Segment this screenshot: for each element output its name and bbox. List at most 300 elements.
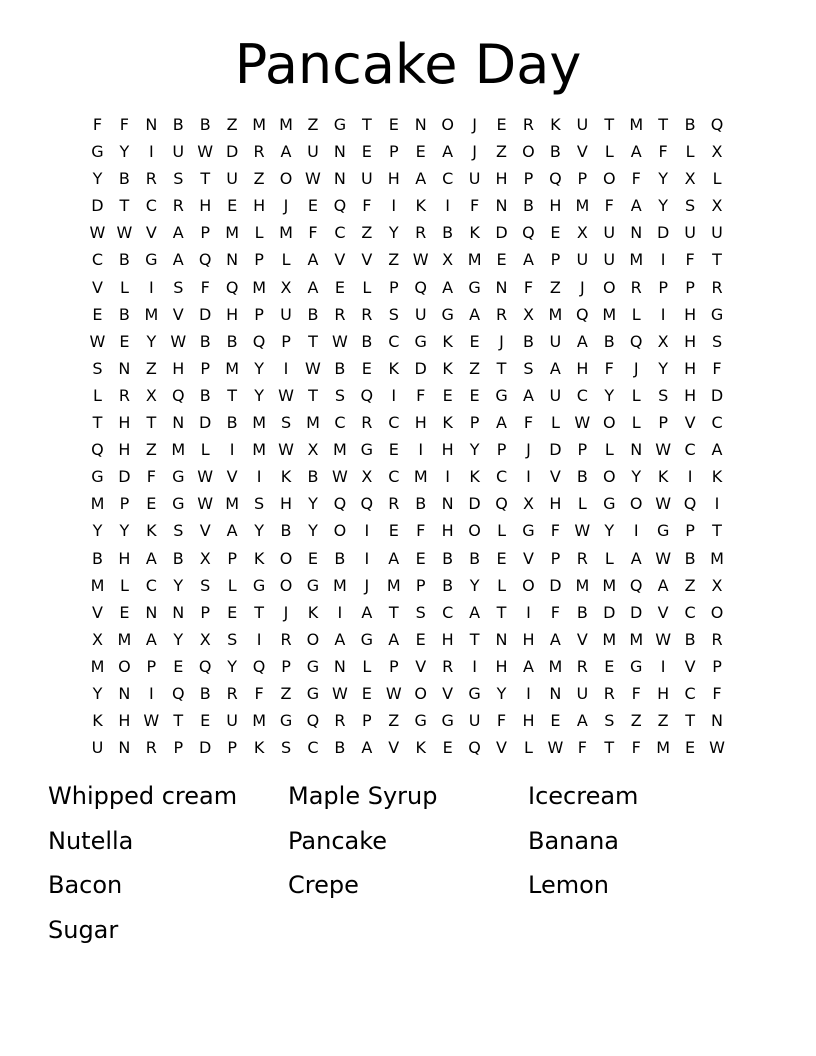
grid-letter: A [307,250,319,270]
grid-letter: G [252,575,266,595]
grid-row [84,680,731,707]
grid-letter: A [415,169,427,189]
grid-letter: W [709,738,725,758]
grid-letter: P [415,575,426,595]
grid-letter: M [279,223,293,243]
grid-letter: B [442,548,454,568]
grid-letter: I [714,494,720,514]
grid-letter: G [414,331,427,351]
grid-letter: U [576,250,589,270]
grid-letter: R [253,142,265,162]
grid-letter: M [602,304,617,324]
grid-row [84,545,731,572]
grid-letter: L [577,494,587,514]
grid-letter: W [331,467,348,487]
grid-letter: H [684,331,697,351]
grid-letter: E [550,223,561,243]
grid-letter: A [496,413,507,433]
grid-letter: H [549,494,562,514]
grid-letter: M [413,467,428,487]
grid-letter: U [549,331,562,351]
grid-letter: K [442,358,453,378]
grid-letter: F [604,196,614,216]
grid-letter: A [172,223,184,243]
grid-letter: U [414,304,427,324]
grid-row [84,409,731,436]
grid-letter: K [657,467,669,487]
grid-letter: Y [173,629,184,649]
grid-letter: O [522,575,535,595]
grid-letter: S [280,738,292,758]
grid-letter: X [145,385,157,405]
grid-letter: H [495,656,508,676]
word-list-item: Maple Syrup [288,782,438,810]
grid-letter: Q [710,115,724,134]
grid-letter: R [630,277,642,297]
grid-letter: E [442,738,453,758]
grid-letter: E [92,304,103,324]
grid-letter: H [414,413,427,433]
grid-letter: O [522,142,535,162]
grid-letter: R [334,711,346,731]
grid-letter: B [172,548,184,568]
grid-letter: F [523,277,534,297]
grid-letter: J [472,142,477,162]
grid-letter: V [576,142,588,162]
grid-letter: V [199,521,211,541]
grid-letter: V [549,467,561,487]
grid-letter: I [526,602,531,622]
grid-letter: V [361,250,373,270]
grid-letter: R [711,629,723,649]
grid-letter: X [307,440,319,460]
grid-letter: K [388,358,400,378]
grid-letter: H [441,521,454,541]
grid-letter: X [711,142,723,162]
grid-letter: W [385,683,402,703]
grid-letter: O [602,413,616,433]
grid-letter: G [710,304,724,324]
grid-letter: O [441,115,454,134]
grid-letter: J [283,602,289,622]
grid-letter: L [631,413,641,433]
grid-letter: P [362,711,372,731]
grid-letter: P [469,413,480,433]
grid-row [84,301,731,328]
grid-letter: S [200,575,211,595]
grid-letter: V [388,738,400,758]
grid-letter: P [388,656,399,676]
grid-letter: M [144,304,159,324]
grid-letter: W [305,358,321,378]
grid-letter: L [119,277,129,297]
grid-letter: K [469,223,480,243]
grid-letter: Z [280,683,292,703]
grid-letter: F [92,115,103,134]
grid-letter: R [522,115,535,134]
grid-letter: A [469,602,481,622]
grid-letter: W [655,440,672,460]
grid-letter: H [280,494,293,514]
grid-letter: P [146,656,157,676]
grid-letter: X [199,548,211,568]
grid-letter: V [684,413,696,433]
grid-letter: Y [604,521,615,541]
grid-letter: I [256,629,262,649]
grid-letter: G [306,683,320,703]
grid-letter: M [279,115,293,134]
grid-letter: D [199,738,212,758]
grid-letter: E [173,656,184,676]
grid-letter: P [200,223,211,243]
grid-letter: L [604,142,614,162]
grid-letter: L [200,440,210,460]
grid-letter: M [575,575,590,595]
grid-letter: R [388,494,400,514]
grid-letter: Q [171,385,185,405]
grid-letter: R [361,304,373,324]
grid-row [84,246,731,273]
grid-letter: Y [146,331,157,351]
grid-letter: U [360,169,373,189]
grid-letter: W [116,223,133,243]
grid-letter: E [469,385,480,405]
grid-letter: T [119,196,130,216]
grid-letter: V [522,548,534,568]
grid-letter: M [225,494,240,514]
grid-letter: J [499,331,504,351]
grid-letter: L [604,440,614,460]
grid-row [84,436,731,463]
grid-letter: E [496,250,507,270]
grid-row [84,192,731,219]
grid-letter: X [91,629,103,649]
grid-letter: D [603,602,616,622]
grid-letter: Z [684,575,696,595]
grid-letter: W [547,738,564,758]
grid-letter: D [414,358,427,378]
grid-letter: I [364,548,370,568]
grid-letter: G [522,521,535,541]
grid-letter: F [577,738,587,758]
grid-letter: Y [254,385,264,405]
grid-letter: J [472,115,477,134]
grid-letter: Y [254,358,264,378]
grid-row [84,382,731,409]
grid-letter: R [280,629,292,649]
grid-letter: G [145,250,158,270]
grid-letter: B [415,494,427,514]
word-list-item: Whipped cream [48,782,238,810]
grid-letter: M [629,250,644,270]
letter-grid [84,111,731,761]
grid-letter: G [630,656,643,676]
grid-letter: Y [604,385,615,405]
grid-letter: H [684,304,697,324]
grid-letter: Q [414,277,428,297]
grid-letter: H [387,169,400,189]
grid-letter: V [576,629,588,649]
grid-letter: D [656,223,670,243]
grid-letter: R [361,413,373,433]
grid-letter: N [495,277,508,297]
grid-letter: B [226,331,238,351]
grid-letter: D [91,196,104,216]
grid-letter: H [118,413,131,433]
grid-letter: Q [683,494,697,514]
grid-letter: F [119,115,129,134]
grid-letter: G [414,711,427,731]
grid-letter: P [200,358,211,378]
grid-letter: W [305,169,321,189]
grid-letter: M [602,629,617,649]
grid-letter: P [550,250,561,270]
grid-letter: C [388,331,400,351]
grid-letter: O [279,575,293,595]
grid-letter: Q [576,304,589,324]
word-list-item: Bacon [48,871,123,899]
grid-row [84,626,731,653]
grid-letter: M [90,575,105,595]
grid-letter: F [308,223,318,243]
grid-letter: G [279,711,293,731]
grid-letter: Y [227,656,238,676]
grid-letter: H [549,196,562,216]
grid-letter: M [467,250,482,270]
grid-letter: P [658,277,668,297]
grid-letter: M [90,494,105,514]
grid-letter: R [576,548,588,568]
grid-letter: N [172,602,185,622]
grid-letter: B [172,115,184,134]
word-list-item: Sugar [48,915,119,944]
grid-letter: W [331,331,348,351]
grid-letter: Q [360,385,374,405]
grid-letter: Z [388,250,400,270]
grid-letter: V [684,656,696,676]
grid-letter: C [576,385,588,405]
grid-letter: Q [549,169,562,189]
grid-letter: H [657,683,670,703]
grid-letter: F [469,196,480,216]
grid-letter: B [199,331,211,351]
grid-letter: C [495,467,508,487]
grid-letter: M [252,277,266,297]
grid-letter: Y [469,575,480,595]
grid-letter: A [522,250,534,270]
grid-letter: P [173,738,184,758]
grid-letter: T [496,602,507,622]
grid-letter: K [280,467,292,487]
grid-letter: L [362,277,372,297]
grid-letter: Y [388,223,399,243]
grid-letter: E [119,602,130,622]
grid-letter: H [576,358,589,378]
grid-row [84,138,731,165]
grid-letter: F [362,196,372,216]
grid-letter: N [145,602,158,622]
grid-letter: B [118,250,130,270]
word-list-item: Icecream [528,782,639,810]
grid-letter: T [712,250,722,270]
grid-letter: P [200,602,211,622]
grid-letter: Z [145,440,157,460]
grid-row [84,490,731,517]
grid-letter: P [577,440,588,460]
grid-letter: A [657,575,669,595]
grid-letter: N [630,440,643,460]
grid-letter: O [279,548,293,568]
grid-letter: N [549,683,562,703]
grid-letter: O [306,629,320,649]
grid-letter: X [576,223,588,243]
grid-letter: T [227,385,238,405]
grid-letter: V [496,738,507,758]
grid-letter: U [307,142,319,162]
grid-letter: A [522,656,534,676]
grid-letter: W [197,142,214,162]
grid-letter: V [415,656,427,676]
grid-letter: A [307,277,319,297]
grid-letter: B [199,385,211,405]
grid-letter: A [576,711,588,731]
grid-letter: F [712,358,722,378]
grid-letter: U [468,169,481,189]
grid-letter: S [685,196,696,216]
grid-letter: I [445,196,451,216]
grid-letter: N [711,711,724,731]
grid-letter: W [574,521,591,541]
grid-letter: N [118,358,131,378]
grid-letter: U [684,223,696,243]
grid-letter: I [660,250,666,270]
grid-letter: Y [92,683,103,703]
grid-letter: L [550,413,560,433]
grid-letter: N [333,169,346,189]
grid-letter: D [710,385,724,405]
grid-letter: A [630,142,642,162]
grid-letter: E [146,494,157,514]
word-list-item: Banana [528,826,620,855]
grid-letter: M [117,629,132,649]
grid-letter: Z [549,277,561,297]
grid-letter: Z [145,358,157,378]
grid-letter: T [658,115,669,134]
grid-letter: B [522,331,534,351]
grid-letter: R [334,304,346,324]
grid-letter: A [280,142,292,162]
grid-letter: G [172,467,185,487]
grid-letter: A [522,385,534,405]
grid-letter: R [145,169,157,189]
grid-row [84,707,731,734]
grid-letter: L [281,250,291,270]
grid-letter: S [173,277,184,297]
grid-letter: L [631,304,641,324]
grid-letter: Q [333,196,347,216]
grid-letter: C [388,413,400,433]
grid-letter: Y [119,142,130,162]
word-list-item: Nutella [48,826,134,855]
grid-letter: W [655,629,672,649]
grid-letter: B [684,629,696,649]
grid-letter: E [469,331,480,351]
grid-letter: V [442,683,454,703]
grid-letter: A [361,602,373,622]
grid-letter: T [388,602,399,622]
grid-letter: F [550,602,560,622]
grid-letter: C [684,440,696,460]
grid-letter: J [283,196,289,216]
grid-letter: L [497,521,506,541]
grid-letter: P [388,277,399,297]
grid-letter: L [362,656,372,676]
grid-letter: E [415,548,426,568]
grid-letter: Z [307,115,319,134]
grid-letter: C [91,250,104,270]
grid-letter: E [388,440,399,460]
grid-letter: P [254,250,264,270]
grid-letter: I [283,358,289,378]
grid-letter: G [306,656,320,676]
grid-letter: E [550,711,561,731]
grid-letter: Y [119,521,130,541]
grid-letter: C [334,413,346,433]
grid-letter: C [442,169,454,189]
grid-letter: H [253,196,266,216]
grid-letter: X [280,277,292,297]
grid-letter: M [225,223,240,243]
grid-letter: L [254,223,264,243]
grid-letter: I [148,142,154,162]
grid-letter: Z [388,711,400,731]
grid-letter: V [91,602,103,622]
grid-letter: A [226,521,238,541]
grid-letter: O [710,602,724,622]
grid-letter: H [522,629,535,649]
grid-letter: E [415,629,426,649]
grid-row [84,463,731,490]
grid-letter: P [523,169,534,189]
grid-letter: V [657,602,669,622]
grid-letter: Y [92,169,103,189]
grid-letter: H [118,440,131,460]
grid-letter: D [495,223,508,243]
grid-letter: B [334,358,346,378]
grid-letter: U [226,711,239,731]
grid-letter: A [442,277,454,297]
grid-letter: F [631,169,641,189]
grid-letter: B [684,115,696,134]
grid-letter: B [684,548,696,568]
grid-letter: G [468,277,481,297]
grid-letter: R [415,223,427,243]
grid-letter: E [442,385,453,405]
grid-letter: G [333,115,347,134]
grid-letter: W [655,548,672,568]
grid-letter: A [172,250,184,270]
grid-letter: W [89,223,106,243]
grid-letter: M [225,358,240,378]
grid-letter: A [145,548,157,568]
grid-letter: E [361,683,372,703]
grid-letter: M [602,575,617,595]
grid-letter: B [118,304,130,324]
grid-letter: C [334,223,346,243]
grid-letter: T [308,385,318,405]
grid-letter: N [145,115,158,134]
grid-letter: Z [253,169,265,189]
